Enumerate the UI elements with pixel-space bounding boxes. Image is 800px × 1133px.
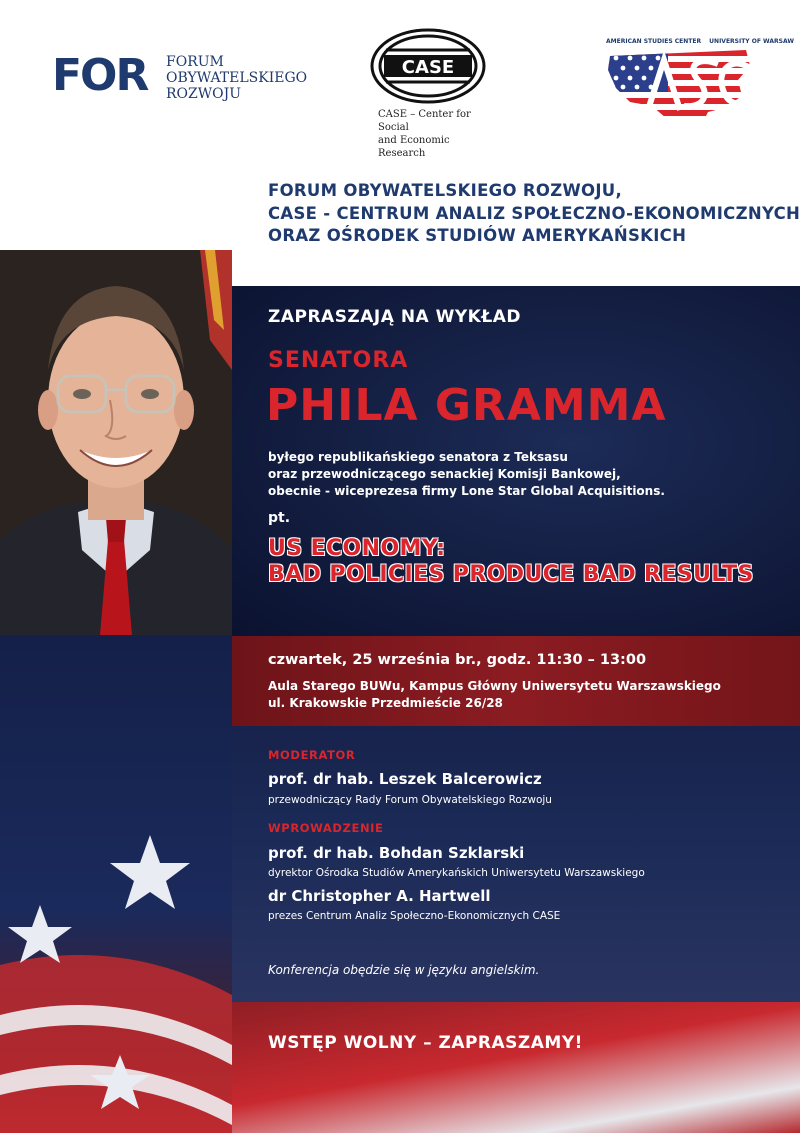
speaker-description-line: byłego republikańskiego senatora z Teksasu: [268, 450, 568, 464]
case-logo-mark: CASE: [401, 57, 455, 78]
speaker-description-line: oraz przewodniczącego senackiej Komisji Bankowej,: [268, 467, 621, 481]
flag-background-left: [0, 635, 232, 1133]
intro-speaker-name: dr Christopher A. Hartwell: [268, 887, 491, 905]
event-date: czwartek, 25 września br., godz. 11:30 – 13:00: [268, 652, 647, 668]
asc-logo: [606, 38, 794, 122]
organizers-line: ORAZ OŚRODEK STUDIÓW AMERYKAŃSKICH: [268, 226, 687, 245]
program-panel: [232, 726, 800, 1002]
asc-logo-caption-right: UNIVERSITY OF WARSAW: [709, 38, 794, 45]
asc-logo-caption-left: AMERICAN STUDIES CENTER: [606, 38, 702, 45]
case-logo-emblem: [370, 28, 490, 108]
asc-flag-map-icon: [606, 46, 754, 126]
lecture-title-line: BAD POLICIES PRODUCE BAD RESULTS: [268, 562, 754, 587]
organizers-line: CASE - CENTRUM ANALIZ SPOŁECZNO-EKONOMICZNYCH: [268, 203, 800, 223]
for-logo-text: [166, 54, 307, 102]
invite-heading: ZAPRASZAJĄ NA WYKŁAD: [268, 307, 522, 327]
speaker-description-line: obecnie - wiceprezesa firmy Lone Star Global Acquisitions.: [268, 484, 665, 498]
for-logo-line: ROZWOJU: [166, 86, 242, 102]
moderator-label: MODERATOR: [268, 748, 356, 762]
asc-logo-caption: [606, 38, 794, 46]
flag-stars-icon: [0, 635, 232, 1133]
for-logo-line: OBYWATELSKIEGO: [166, 70, 308, 86]
for-logo: [52, 50, 308, 108]
speaker-name: PHILA GRAMMA: [266, 380, 667, 431]
intro-label: WPROWADZENIE: [268, 821, 384, 835]
case-caption: [378, 108, 498, 160]
moderator-affiliation: przewodniczący Rady Forum Obywatelskiego Rozwoju: [268, 794, 552, 806]
for-logo-line: FORUM: [166, 54, 224, 70]
for-logo-mark: FOR: [52, 50, 148, 101]
speaker-photo: [0, 250, 232, 635]
lecture-title: [268, 536, 754, 588]
case-caption-line: and Economic Research: [378, 135, 450, 159]
speaker-portrait-image: [0, 250, 232, 635]
intro-speaker-affiliation: prezes Centrum Analiz Społeczno-Ekonomicznych CASE: [268, 910, 561, 922]
venue-line: Aula Starego BUWu, Kampus Główny Uniwersytetu Warszawskiego: [268, 679, 721, 693]
entry-note: WSTĘP WOLNY – ZAPRASZAMY!: [268, 1033, 583, 1053]
speaker-description: [268, 449, 665, 500]
organizers-line: FORUM OBYWATELSKIEGO ROZWOJU,: [268, 181, 623, 200]
pt-label: pt.: [268, 510, 291, 526]
case-caption-line: CASE – Center for Social: [378, 109, 471, 133]
header: [0, 0, 800, 250]
speaker-title: SENATORA: [268, 348, 409, 373]
event-venue: [268, 678, 721, 712]
language-note: Konferencja obędzie się w języku angielskim.: [268, 963, 540, 977]
upper-white-area: [232, 250, 800, 286]
intro-speaker-name: prof. dr hab. Bohdan Szklarski: [268, 844, 525, 862]
venue-line: ul. Krakowskie Przedmieście 26/28: [268, 696, 503, 710]
intro-speaker-affiliation: dyrektor Ośrodka Studiów Amerykańskich Uniwersytetu Warszawskiego: [268, 867, 645, 879]
moderator-name: prof. dr hab. Leszek Balcerowicz: [268, 770, 542, 788]
flag-stripes-band: [232, 1002, 800, 1133]
lecture-title-line: US ECONOMY:: [268, 536, 446, 561]
